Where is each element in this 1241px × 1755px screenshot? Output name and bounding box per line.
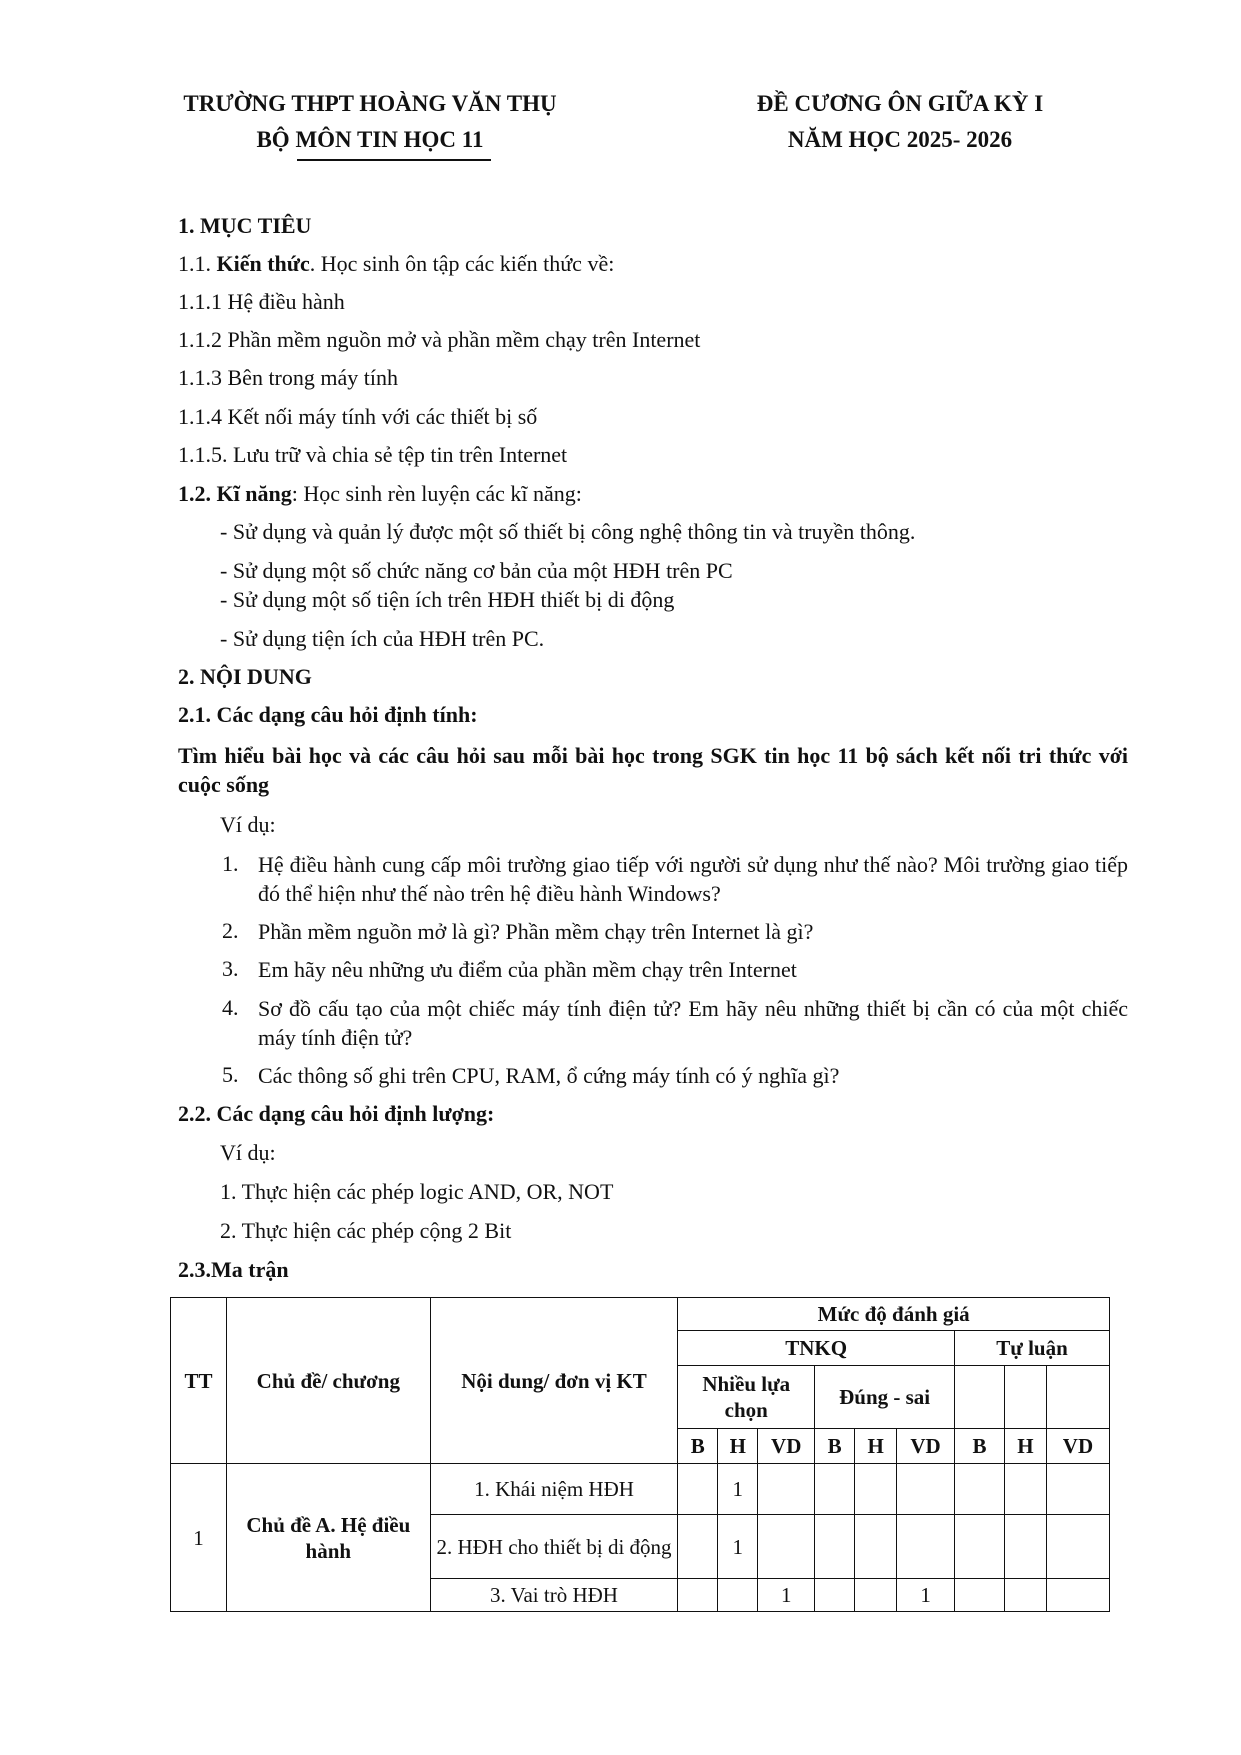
table-cell [955,1579,1005,1612]
table-cell [897,1515,955,1579]
row-content: 1. Khái niệm HĐH [430,1464,678,1515]
section-2-title: 2. NỘI DUNG [178,664,312,689]
table-cell [1004,1515,1046,1579]
knowledge-rest: . Học sinh ôn tập các kiến thức về: [309,251,615,276]
question-text: Các thông số ghi trên CPU, RAM, ổ cứng máy tính có ý nghĩa gì? [258,1063,840,1088]
level-h: H [718,1429,758,1464]
subsection-2-3-title: 2.3.Ma trận [178,1257,289,1282]
knowledge-item: 1.1.4 Kết nối máy tính với các thiết bị số [178,404,538,429]
table-cell [718,1579,758,1612]
table-cell [1046,1515,1109,1579]
question-number: 1. [222,851,239,876]
table-cell [815,1579,855,1612]
table-cell [678,1515,718,1579]
knowledge-label: Kiến thức [216,251,310,276]
header-left [160,86,580,158]
level-b: B [678,1429,718,1464]
question-number: 3. [222,956,239,981]
table-cell [855,1579,897,1612]
table-cell [758,1515,815,1579]
section-1-title: 1. MỤC TIÊU [178,213,312,238]
row-topic: Chủ đề A. Hệ điều hành [226,1464,430,1612]
knowledge-item: 1.1.2 Phần mềm nguồn mở và phần mềm chạy trên Internet [178,327,701,352]
knowledge-item: 1.1.3 Bên trong máy tính [178,365,398,390]
table-cell [678,1579,718,1612]
header-content: Nội dung/ đơn vị KT [430,1298,678,1464]
table-cell [955,1464,1005,1515]
quantitative-item: 2. Thực hiện các phép cộng 2 Bit [220,1218,512,1243]
table-cell: 1 [718,1464,758,1515]
table-row [171,1464,1110,1515]
subsection-2-2-title: 2.2. Các dạng câu hỏi định lượng: [178,1101,495,1126]
header-true-false: Đúng - sai [815,1366,955,1429]
header-tnkq: TNKQ [678,1331,955,1366]
table-cell [815,1515,855,1579]
knowledge-item: 1.1.5. Lưu trữ và chia sẻ tệp tin trên Internet [178,442,568,467]
skills-label: 1.2. Kĩ năng [178,481,292,506]
department-name: BỘ MÔN TIN HỌC 11 [256,127,484,152]
subsection-2-1-title: 2.1. Các dạng câu hỏi định tính: [178,702,478,727]
header-tt: TT [171,1298,227,1464]
header-tu-luan: Tự luận [955,1331,1110,1366]
table-cell [955,1515,1005,1579]
header-underline [297,159,491,161]
table-cell [1046,1464,1109,1515]
table-cell [815,1464,855,1515]
empty-cell [1046,1366,1109,1429]
skill-item: - Sử dụng một số tiện ích trên HĐH thiết bị di động [220,587,675,612]
question-number: 4. [222,995,239,1020]
level-b: B [955,1429,1005,1464]
table-cell: 1 [758,1579,815,1612]
school-name: TRƯỜNG THPT HOÀNG VĂN THỤ [183,91,557,116]
skills-rest: : Học sinh rèn luyện các kĩ năng: [291,481,582,506]
row-content: 3. Vai trò HĐH [430,1579,678,1612]
table-cell [1004,1579,1046,1612]
level-vd: VD [758,1429,815,1464]
table-cell [1046,1579,1109,1612]
header-topic: Chủ đề/ chương [226,1298,430,1464]
empty-cell [1004,1366,1046,1429]
header-assessment-level: Mức độ đánh giá [678,1298,1110,1331]
table-cell: 1 [897,1579,955,1612]
quantitative-item: 1. Thực hiện các phép logic AND, OR, NOT [220,1179,614,1204]
subsection-2-1-paragraph: Tìm hiểu bài học và các câu hỏi sau mỗi bài học trong SGK tin học 11 bộ sách kết nối tri thức với cuộc sống [178,743,1128,797]
assessment-matrix-table [170,1297,1110,1612]
level-vd: VD [897,1429,955,1464]
example-label: Ví dụ: [220,812,276,837]
header-right [690,86,1110,158]
level-h: H [855,1429,897,1464]
question-number: 2. [222,918,239,943]
question-text: Phần mềm nguồn mở là gì? Phần mềm chạy trên Internet là gì? [258,919,814,944]
table-cell [855,1464,897,1515]
document-title: ĐỀ CƯƠNG ÔN GIỮA KỲ I [756,91,1044,116]
question-text: Hệ điều hành cung cấp môi trường giao tiếp với người sử dụng như thế nào? Môi trường giao tiếp đó thể hiện như thế nào trên hệ điều hành Windows? [258,852,1128,906]
row-content: 2. HĐH cho thiết bị di động [430,1515,678,1579]
table-cell [678,1464,718,1515]
table-cell [897,1464,955,1515]
table-cell: 1 [718,1515,758,1579]
knowledge-num: 1.1. [178,251,217,276]
table-cell [758,1464,815,1515]
level-h: H [1004,1429,1046,1464]
school-year: NĂM HỌC 2025- 2026 [787,127,1013,152]
level-b: B [815,1429,855,1464]
question-text: Sơ đồ cấu tạo của một chiếc máy tính điện tử? Em hãy nêu những thiết bị cần có của một chiếc máy tính điện tử? [258,996,1128,1050]
empty-cell [955,1366,1005,1429]
question-number: 5. [222,1062,239,1087]
table-cell [1004,1464,1046,1515]
question-text: Em hãy nêu những ưu điểm của phần mềm chạy trên Internet [258,957,797,982]
skill-item: - Sử dụng một số chức năng cơ bản của một HĐH trên PC [220,558,733,583]
skill-item: - Sử dụng tiện ích của HĐH trên PC. [220,626,545,651]
skills-line [178,480,582,508]
knowledge-line [178,250,614,278]
knowledge-item: 1.1.1 Hệ điều hành [178,289,345,314]
header-multiple-choice: Nhiều lựa chọn [678,1366,815,1429]
example-label: Ví dụ: [220,1140,276,1165]
table-cell [855,1515,897,1579]
row-tt: 1 [171,1464,227,1612]
level-vd: VD [1046,1429,1109,1464]
skill-item: - Sử dụng và quản lý được một số thiết bị công nghệ thông tin và truyền thông. [220,519,916,544]
